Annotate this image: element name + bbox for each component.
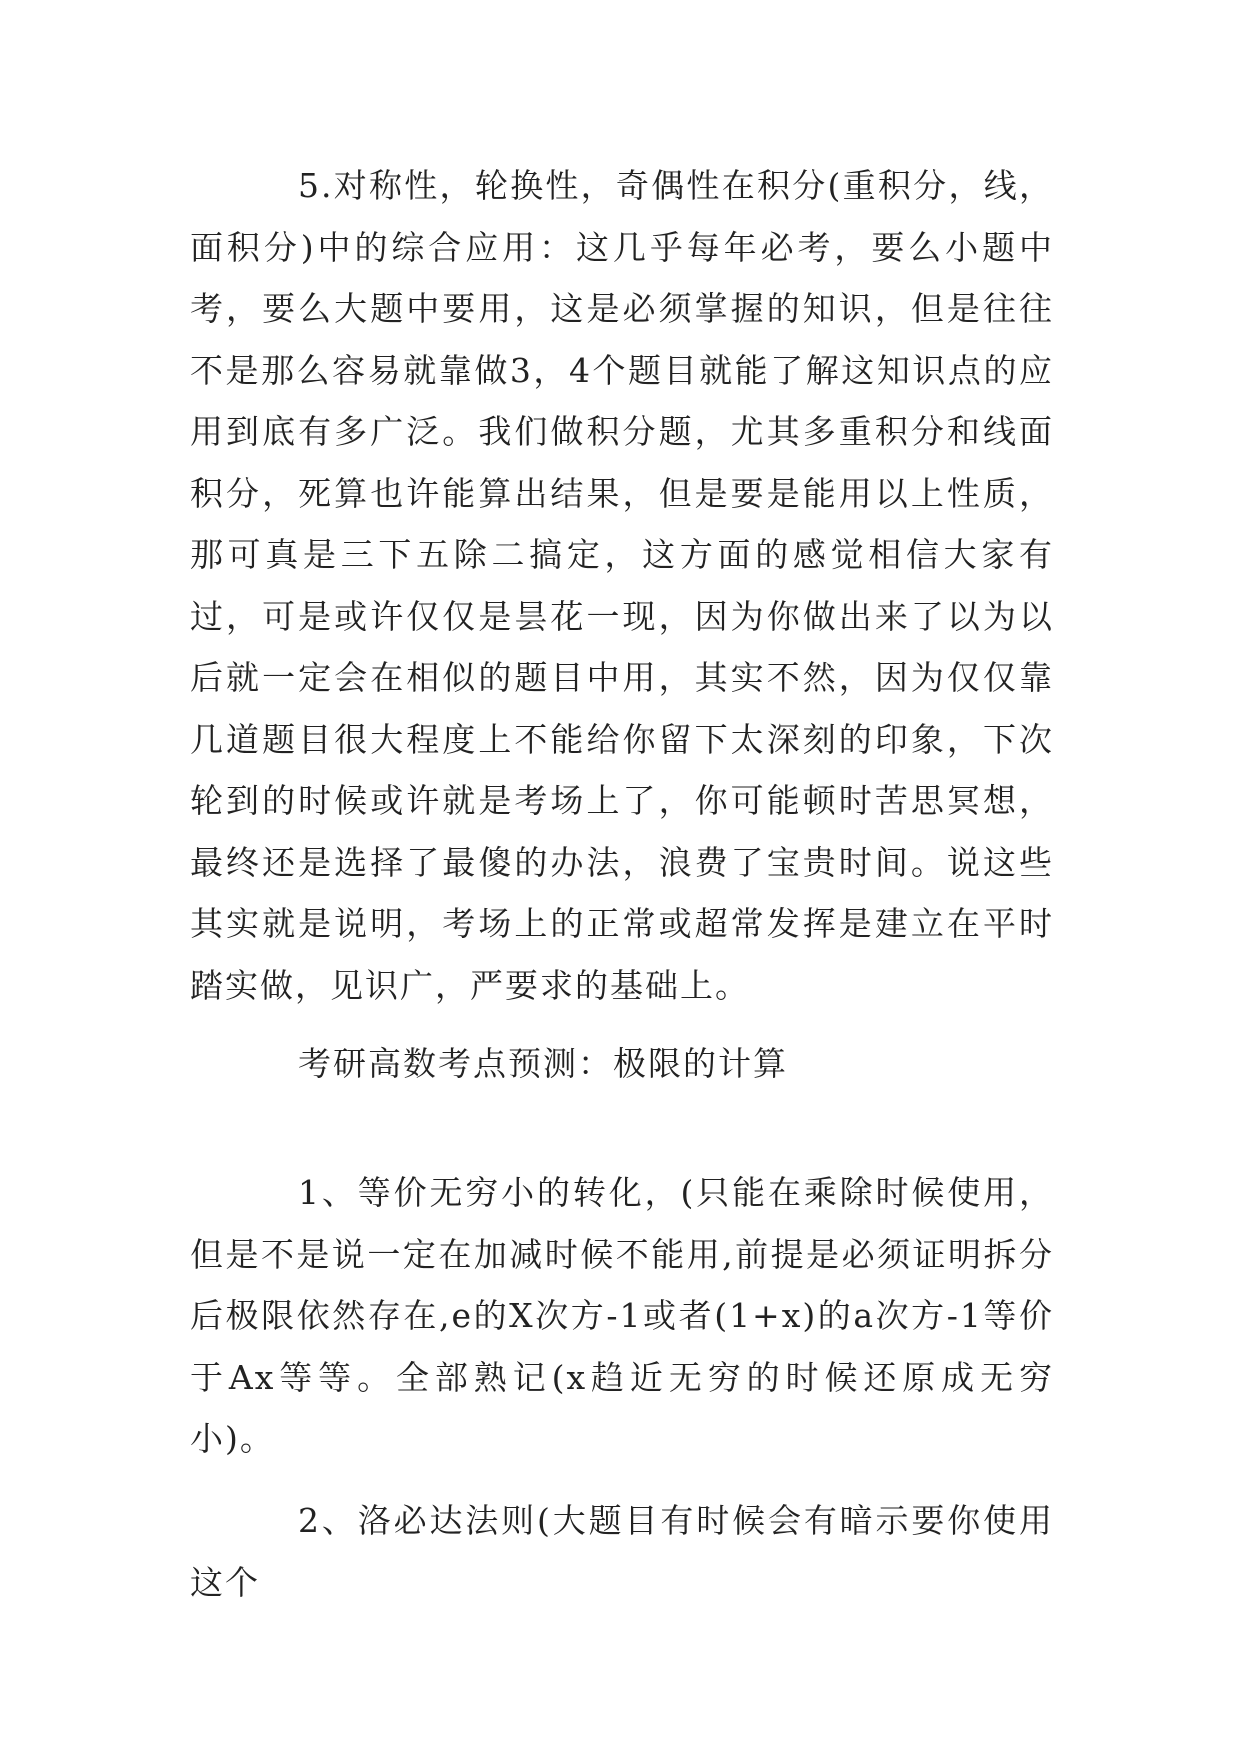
paragraph-equivalent-infinitesimal: 1、等价无穷小的转化，(只能在乘除时候使用，但是不是说一定在加减时候不能用,前提是必须证明拆分后极限依然存在,e的X次方-1或者(1+x)的a次方-1等价于Ax等等。全部熟记(x趋近无穷的时候还原成无穷小)。 (190, 1173, 1054, 1458)
section-heading: 考研高数考点预测：极限的计算 (298, 1044, 788, 1083)
paragraph-symmetry-integrals: 5.对称性，轮换性，奇偶性在积分(重积分，线，面积分)中的综合应用：这几乎每年必考，要么小题中考，要么大题中要用，这是必须掌握的知识，但是往往不是那么容易就靠做3，4个题目就能了解这知识点的应用到底有多广泛。我们做积分题，尤其多重积分和线面积分，死算也许能算出结果，但是要是能用以上性质，那可真是三下五除二搞定，这方面的感觉相信大家有过，可是或许仅仅是昙花一现，因为你做出来了以为以后就一定会在相似的题目中用，其实不然，因为仅仅靠几道题目很大程度上不能给你留下太深刻的印象，下次轮到的时候或许就是考场上了，你可能顿时苦思冥想，最终还是选择了最傻的办法，浪费了宝贵时间。说这些其实就是说明，考场上的正常或超常发挥是建立在平时踏实做，见识广，严要求的基础上。 (190, 166, 1054, 1005)
paragraph-lhopital-rule: 2、洛必达法则(大题目有时候会有暗示要你使用这个 (190, 1501, 1054, 1602)
